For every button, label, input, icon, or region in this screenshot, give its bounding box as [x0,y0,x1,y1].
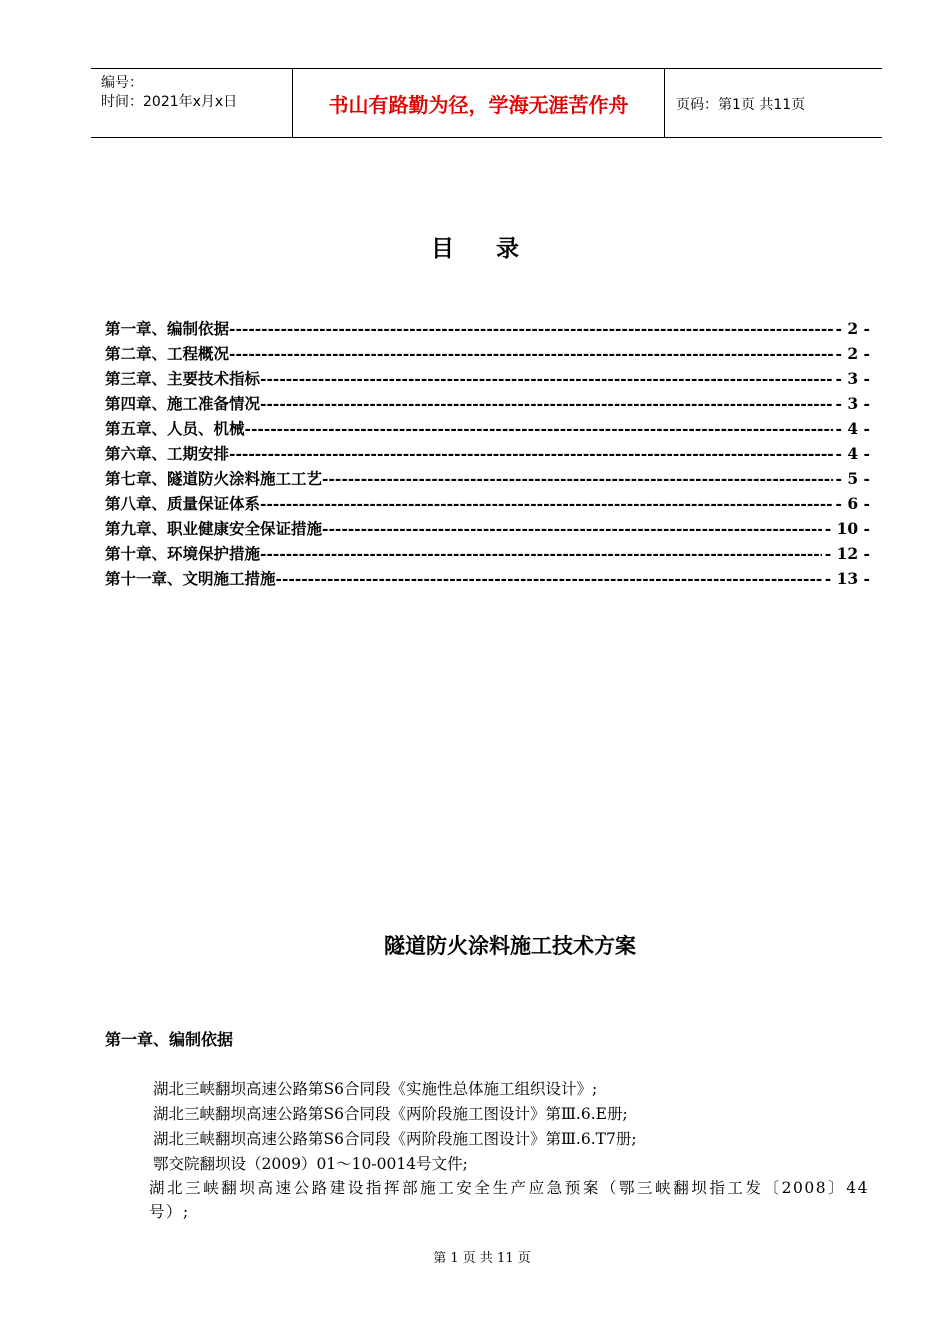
toc-item-label: 第二章、工程概况 [105,344,230,363]
toc-item-page: - 4 - [835,419,870,438]
toc-leader [260,369,833,388]
toc-leader [260,394,833,413]
toc-item-page: - 2 - [835,344,870,363]
toc-leader [229,444,833,463]
toc-title: 目录 [431,235,561,262]
toc-item-label: 第七章、隧道防火涂料施工工艺 [105,469,323,488]
toc-item[interactable] [105,492,870,517]
toc-item-page: - 3 - [835,394,870,413]
paragraph: 湖北三峡翻坝高速公路第S6合同段《两阶段施工图设计》第Ⅲ.6.E册; [153,1105,628,1123]
toc-item[interactable] [105,467,870,492]
time-label: 时间：2021年x月x日 [101,94,238,110]
toc-leader [229,344,833,363]
toc-item-page: - 2 - [835,319,870,338]
chapter-heading: 第一章、编制依据 [105,1030,234,1049]
toc-item-label: 第八章、质量保证体系 [105,494,261,513]
toc-item-page: - 4 - [835,444,870,463]
toc-item[interactable] [105,442,870,467]
toc-item-label: 第五章、人员、机械 [105,419,245,438]
toc-item-label: 第四章、施工准备情况 [105,394,261,413]
toc-list [105,317,870,592]
header-page-label: 页码：第1页 共11页 [676,97,806,113]
paragraph: 湖北三峡翻坝高速公路第S6合同段《实施性总体施工组织设计》; [153,1080,598,1098]
toc-item-label: 第九章、职业健康安全保证措施 [105,519,323,538]
header-meta-cell [91,69,293,137]
paragraph: 湖北三峡翻坝高速公路建设指挥部施工安全生产应急预案（鄂三峡翻坝指工发〔2008〕44号）; [149,1179,869,1221]
toc-item-page: - 12 - [824,544,870,563]
paragraph: 鄂交院翻坝设（2009）01～10-0014号文件; [153,1155,468,1173]
toc-leader [260,494,833,513]
page-footer: 第 1 页 共 11 页 [433,1251,531,1266]
toc-item-page: - 5 - [835,469,870,488]
toc-leader [276,569,822,588]
header-motto: 书山有路勤为径，学海无涯苦作舟 [293,69,665,137]
toc-item-label: 第三章、主要技术指标 [105,369,261,388]
toc-item-page: - 6 - [835,494,870,513]
toc-item[interactable] [105,367,870,392]
header-table [91,68,882,138]
toc-item-page: - 10 - [824,519,870,538]
toc-item[interactable] [105,542,870,567]
toc-item-label: 第十章、环境保护措施 [105,544,261,563]
document-title: 隧道防火涂料施工技术方案 [384,933,636,958]
toc-item-page: - 13 - [824,569,870,588]
toc-item[interactable] [105,567,870,592]
toc-item-label: 第十一章、文明施工措施 [105,569,276,588]
toc-leader [322,519,822,538]
number-label: 编号： [101,75,143,91]
toc-item-label: 第一章、编制依据 [105,319,230,338]
toc-leader [322,469,833,488]
toc-leader [245,419,833,438]
toc-item-label: 第六章、工期安排 [105,444,230,463]
toc-item[interactable] [105,392,870,417]
toc-item[interactable] [105,417,870,442]
toc-item[interactable] [105,342,870,367]
toc-leader [260,544,822,563]
paragraph: 湖北三峡翻坝高速公路第S6合同段《两阶段施工图设计》第Ⅲ.6.T7册; [153,1130,637,1148]
toc-item[interactable] [105,517,870,542]
toc-item[interactable] [105,317,870,342]
toc-item-page: - 3 - [835,369,870,388]
toc-leader [229,319,833,338]
